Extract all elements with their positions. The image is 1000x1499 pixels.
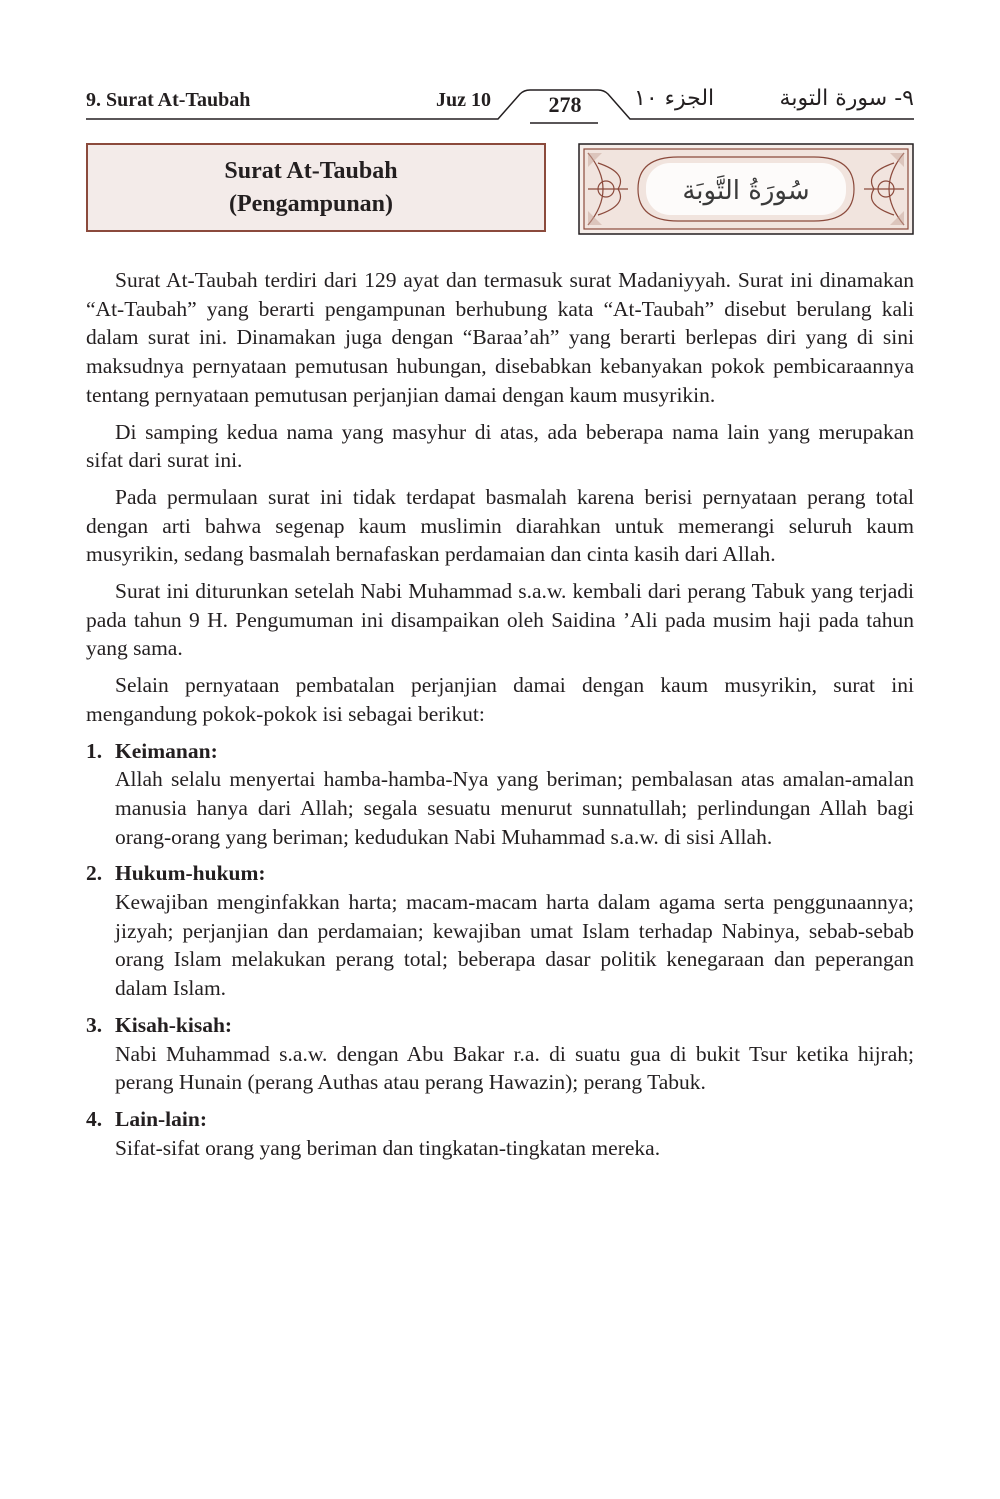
surah-subtitle: (Pengampunan) <box>228 190 394 217</box>
list-heading-text: Lain-lain: <box>115 1106 207 1131</box>
list-body: Kewajiban menginfakkan harta; macam-macam harta dalam agama serta penggunaannya; jizyah; perjanjian dan perdamaian; kewajiban umat Islam terhadap Nabinya, sebab-sebab orang Islam melakukan perang total; beberapa dasar politik kenegaraan dan peperangan dalam Islam. <box>115 890 914 1001</box>
list-heading-text: Keimanan: <box>115 738 218 763</box>
surah-title: Surat At-Taubah <box>224 157 398 184</box>
list-heading-text: Hukum-hukum: <box>115 861 266 886</box>
paragraph: Selain pernyataan pembatalan perjanjian damai dengan kaum musyrikin, surat ini mengandung pokok-pokok isi sebagai berikut: <box>86 673 914 726</box>
list-heading <box>86 1105 914 1134</box>
list-item <box>86 859 914 1003</box>
list-number: 2. <box>86 861 103 886</box>
list-body: Sifat-sifat orang yang beriman dan tingkatan-tingkatan mereka. <box>115 1135 661 1160</box>
list-heading <box>86 859 914 888</box>
list-heading <box>86 737 914 766</box>
page-number: 278 <box>548 92 582 117</box>
juz-label: Juz 10 <box>436 89 491 111</box>
page-content <box>86 266 914 1162</box>
list-number: 4. <box>86 1106 103 1131</box>
list-heading <box>86 1011 914 1040</box>
surah-arabic-title: ٩- سورة التوبة <box>779 86 914 111</box>
page-header <box>0 0 1000 130</box>
list-item <box>86 1105 914 1162</box>
list-number: 3. <box>86 1012 103 1037</box>
list-body: Nabi Muhammad s.a.w. dengan Abu Bakar r.a. di suatu gua di bukit Tsur ketika hijrah; perang Hunain (perang Authas atau perang Hawazin); perang Tabuk. <box>115 1041 914 1095</box>
surah-calligraphy-ornament <box>578 143 914 235</box>
surah-title-box <box>86 143 546 232</box>
paragraph: Surat ini diturunkan setelah Nabi Muhammad s.a.w. kembali dari perang Tabuk yang terjadi pada tahun 9 H. Pengumuman ini disampaikan oleh Saidina ’Ali pada musim haji pada tahun yang sama. <box>86 579 914 661</box>
list-body: Allah selalu menyertai hamba-hamba-Nya yang beriman; pembalasan atas amalan-amalan manusia hanya dari Allah; segala sesuatu menurut sunnatullah; perlindungan Allah bagi orang-orang yang beriman; kedudukan Nabi Muhammad s.a.w. di sisi Allah. <box>115 767 914 849</box>
paragraph: Surat At-Taubah terdiri dari 129 ayat dan termasuk surat Madaniyyah. Surat ini dinamakan “At-Taubah” yang berarti pengampunan berhubung kata “At-Taubah” disebut berulang kali dalam surat ini. Dinamakan juga dengan “Baraa’ah” yang berarti berlepas diri yang di sini maksudnya pernyataan pemutusan hubungan, disebabkan kebanyakan pokok pembicaraannya tentang pernyataan pemutusan perjanjian damai dengan kaum musyrikin. <box>86 268 914 407</box>
list-item <box>86 1011 914 1097</box>
running-title: 9. Surat At-Taubah <box>86 89 251 111</box>
paragraph: Di samping kedua nama yang masyhur di atas, ada beberapa nama lain yang merupakan sifat dari surat ini. <box>86 419 914 473</box>
paragraph: Pada permulaan surat ini tidak terdapat basmalah karena berisi pernyataan perang total dengan arti bahwa segenap kaum muslimin diarahkan untuk memerangi seluruh kaum musyrikin, sedang basmalah bernafaskan perdamaian dan cinta kasih dari Allah. <box>86 484 914 567</box>
juz-arabic: الجزء ١٠ <box>634 86 715 111</box>
list-number: 1. <box>86 738 103 763</box>
list-item <box>86 737 914 852</box>
calligraphy-text: سُورَةُ التَّوبَة <box>682 176 810 206</box>
list-heading-text: Kisah-kisah: <box>115 1012 233 1037</box>
